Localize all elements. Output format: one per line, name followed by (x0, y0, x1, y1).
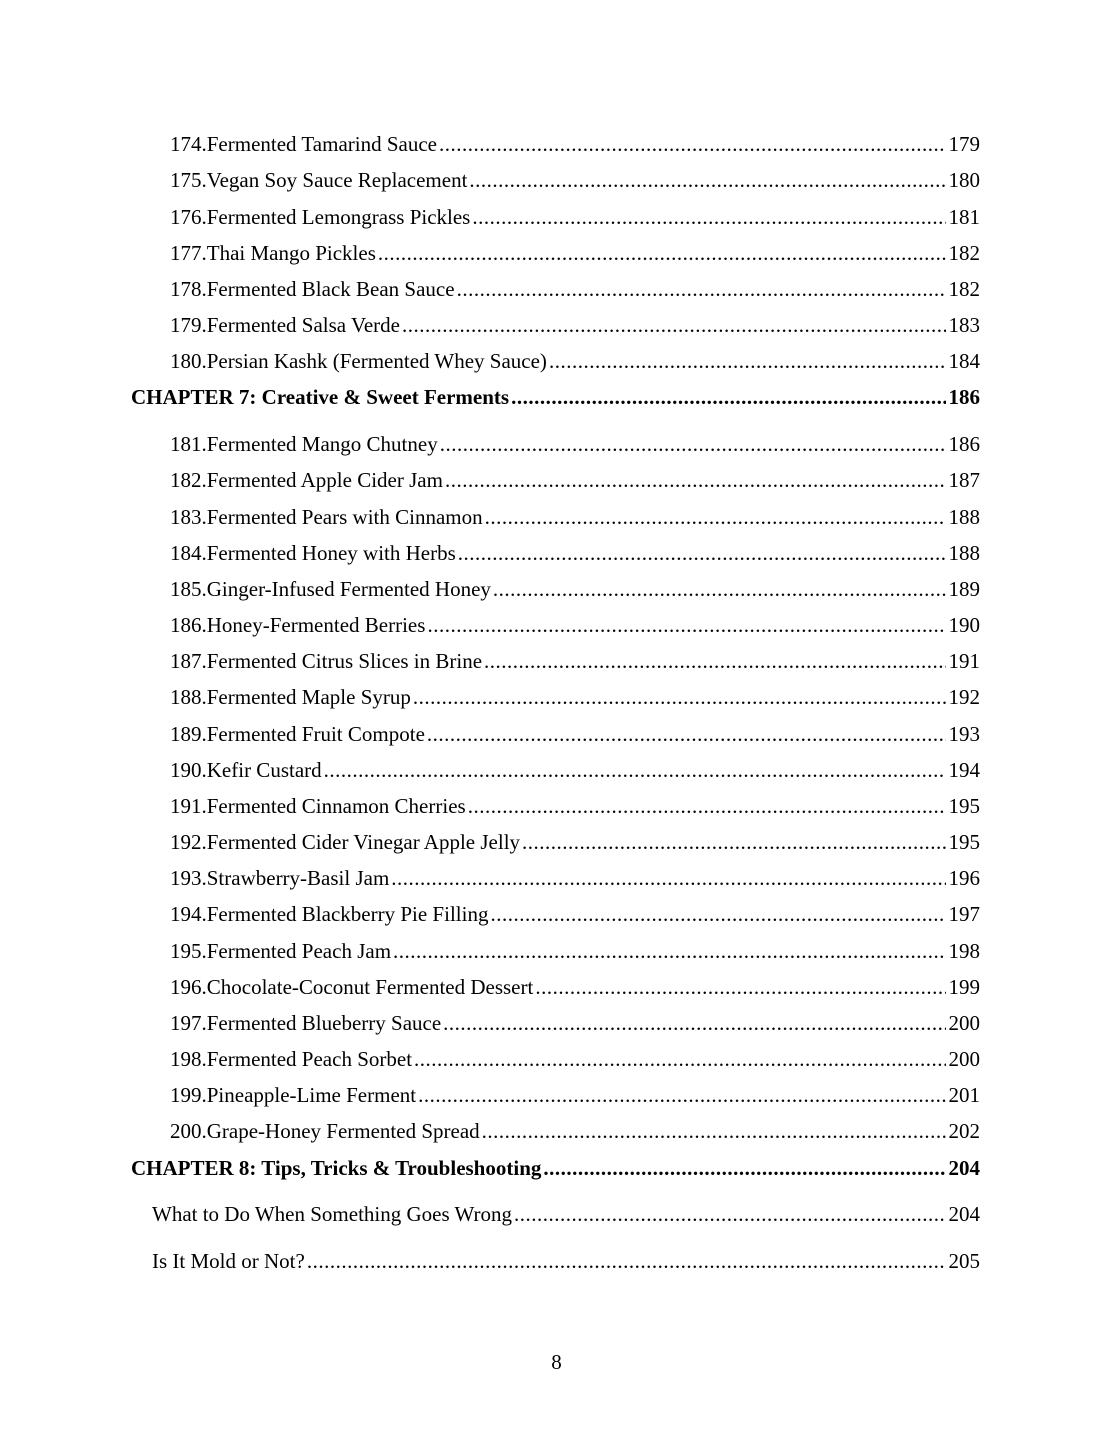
entry-page-number: 188 (948, 505, 980, 529)
entry-page-number: 183 (948, 313, 980, 337)
dot-leader (482, 1118, 946, 1144)
entry-number: 189. (170, 722, 207, 746)
entry-page-number: 189 (948, 577, 980, 601)
entry-title: Grape-Honey Fermented Spread (206, 1119, 480, 1143)
entry-page-number: 193 (948, 722, 980, 746)
toc-recipe-entry[interactable] (0, 648, 980, 674)
dot-leader (378, 240, 946, 266)
toc-section-entry[interactable] (0, 1248, 980, 1274)
entry-title: Pineapple-Lime Ferment (206, 1083, 417, 1107)
dot-leader (493, 576, 946, 602)
entry-page-number: 179 (948, 132, 980, 156)
toc-recipe-entry[interactable] (0, 131, 980, 157)
entry-title: CHAPTER 7: Creative & Sweet Ferments (131, 385, 510, 409)
toc-recipe-entry[interactable] (0, 431, 980, 457)
entry-title: Fermented Peach Jam (206, 939, 392, 963)
entry-number: 196. (170, 975, 207, 999)
entry-title: Is It Mold or Not? (152, 1249, 305, 1273)
entry-number: 184. (170, 541, 207, 565)
toc-recipe-entry[interactable] (0, 204, 980, 230)
entry-title: Fermented Citrus Slices in Brine (206, 649, 483, 673)
entry-number: 187. (170, 649, 207, 673)
toc-recipe-entry[interactable] (0, 974, 980, 1000)
entry-title: Fermented Blueberry Sauce (206, 1011, 442, 1035)
page-number: 8 (551, 1350, 562, 1374)
entry-number: 174. (170, 132, 207, 156)
toc-recipe-entry[interactable] (0, 312, 980, 338)
entry-number: 191. (170, 794, 207, 818)
entry-page-number: 191 (948, 649, 980, 673)
dot-leader (468, 793, 946, 819)
dot-leader (443, 1010, 945, 1036)
dot-leader (427, 612, 945, 638)
entry-page-number: 192 (948, 685, 980, 709)
dot-leader (472, 204, 945, 230)
toc-recipe-entry[interactable] (0, 721, 980, 747)
entry-title: Persian Kashk (Fermented Whey Sauce) (206, 349, 547, 373)
toc-recipe-entry[interactable] (0, 467, 980, 493)
entry-title: Strawberry-Basil Jam (206, 866, 390, 890)
entry-number: 194. (170, 902, 207, 926)
entry-title: Fermented Fruit Compote (206, 722, 425, 746)
entry-number: 199. (170, 1083, 207, 1107)
entry-title: Fermented Maple Syrup (206, 685, 411, 709)
entry-number: 200. (170, 1119, 207, 1143)
entry-page-number: 204 (948, 1202, 980, 1226)
entry-title: Thai Mango Pickles (206, 241, 376, 265)
entry-page-number: 205 (948, 1249, 980, 1273)
entry-page-number: 194 (948, 758, 980, 782)
entry-page-number: 199 (948, 975, 980, 999)
entry-page-number: 202 (948, 1119, 980, 1143)
entry-page-number: 188 (948, 541, 980, 565)
entry-title: CHAPTER 8: Tips, Tricks & Troubleshooting (131, 1156, 542, 1180)
entry-title: Kefir Custard (206, 758, 322, 782)
toc-recipe-entry[interactable] (0, 576, 980, 602)
dot-leader (522, 829, 945, 855)
dot-leader (484, 648, 945, 674)
dot-leader (543, 1155, 945, 1181)
dot-leader (307, 1248, 946, 1274)
dot-leader (535, 974, 945, 1000)
toc-recipe-entry[interactable] (0, 865, 980, 891)
entry-number: 179. (170, 313, 207, 337)
dot-leader (413, 684, 946, 710)
entry-page-number: 201 (948, 1083, 980, 1107)
entry-title: Fermented Cinnamon Cherries (206, 794, 466, 818)
entry-title: Fermented Salsa Verde (206, 313, 400, 337)
toc-recipe-entry[interactable] (0, 612, 980, 638)
entry-number: 188. (170, 685, 207, 709)
entry-page-number: 200 (948, 1047, 980, 1071)
dot-leader (457, 276, 946, 302)
entry-title: Fermented Cider Vinegar Apple Jelly (206, 830, 521, 854)
toc-recipe-entry[interactable] (0, 757, 980, 783)
dot-leader (427, 721, 946, 747)
dot-leader (439, 131, 946, 157)
toc-chapter-entry[interactable] (0, 384, 980, 410)
entry-title: Fermented Peach Sorbet (206, 1047, 413, 1071)
toc-chapter-entry[interactable] (0, 1155, 980, 1181)
dot-leader (514, 1201, 946, 1227)
entry-page-number: 190 (948, 613, 980, 637)
entry-page-number: 180 (948, 168, 980, 192)
entry-number: 176. (170, 205, 207, 229)
entry-page-number: 182 (948, 277, 980, 301)
entry-page-number: 187 (948, 468, 980, 492)
dot-leader (391, 865, 945, 891)
entry-title: Fermented Black Bean Sauce (206, 277, 455, 301)
toc-recipe-entry[interactable] (0, 348, 980, 374)
toc-recipe-entry[interactable] (0, 1010, 980, 1036)
dot-leader (324, 757, 946, 783)
entry-page-number: 195 (948, 794, 980, 818)
entry-title: Fermented Honey with Herbs (206, 541, 456, 565)
entry-number: 192. (170, 830, 207, 854)
entry-number: 180. (170, 349, 207, 373)
entry-number: 181. (170, 432, 207, 456)
entry-title: Honey-Fermented Berries (206, 613, 426, 637)
entry-title: Ginger-Infused Fermented Honey (206, 577, 491, 601)
entry-number: 198. (170, 1047, 207, 1071)
entry-page-number: 186 (948, 432, 980, 456)
entry-title: What to Do When Something Goes Wrong (152, 1202, 512, 1226)
toc-section-entry[interactable] (0, 1201, 980, 1227)
entry-number: 183. (170, 505, 207, 529)
toc-recipe-entry[interactable] (0, 1082, 980, 1108)
toc-recipe-entry[interactable] (0, 829, 980, 855)
entry-page-number: 186 (948, 385, 980, 409)
entry-page-number: 197 (948, 902, 980, 926)
entry-title: Fermented Pears with Cinnamon (206, 505, 483, 529)
dot-leader (549, 348, 946, 374)
entry-number: 190. (170, 758, 207, 782)
entry-title: Vegan Soy Sauce Replacement (206, 168, 468, 192)
toc-recipe-entry[interactable] (0, 276, 980, 302)
dot-leader (414, 1046, 945, 1072)
toc-recipe-entry[interactable] (0, 684, 980, 710)
entry-number: 177. (170, 241, 207, 265)
entry-page-number: 204 (948, 1156, 980, 1180)
entry-number: 186. (170, 613, 207, 637)
dot-leader (469, 167, 945, 193)
dot-leader (402, 312, 946, 338)
dot-leader (445, 467, 946, 493)
entry-number: 193. (170, 866, 207, 890)
entry-page-number: 195 (948, 830, 980, 854)
dot-leader (458, 540, 946, 566)
entry-title: Fermented Blackberry Pie Filling (206, 902, 489, 926)
dot-leader (393, 938, 945, 964)
toc-recipe-entry[interactable] (0, 901, 980, 927)
entry-title: Fermented Mango Chutney (206, 432, 438, 456)
dot-leader (511, 384, 945, 410)
entry-number: 195. (170, 939, 207, 963)
toc-recipe-entry[interactable] (0, 793, 980, 819)
entry-title: Fermented Tamarind Sauce (206, 132, 437, 156)
dot-leader (418, 1082, 945, 1108)
entry-page-number: 198 (948, 939, 980, 963)
toc-recipe-entry[interactable] (0, 167, 980, 193)
toc-recipe-entry[interactable] (0, 1046, 980, 1072)
entry-number: 178. (170, 277, 207, 301)
entry-number: 197. (170, 1011, 207, 1035)
entry-page-number: 200 (948, 1011, 980, 1035)
entry-page-number: 181 (948, 205, 980, 229)
toc-recipe-entry[interactable] (0, 240, 980, 266)
entry-title: Fermented Apple Cider Jam (206, 468, 443, 492)
toc-recipe-entry[interactable] (0, 938, 980, 964)
entry-title: Chocolate-Coconut Fermented Dessert (206, 975, 534, 999)
dot-leader (485, 504, 946, 530)
toc-recipe-entry[interactable] (0, 504, 980, 530)
dot-leader (440, 431, 946, 457)
toc-recipe-entry[interactable] (0, 540, 980, 566)
entry-page-number: 182 (948, 241, 980, 265)
entry-number: 182. (170, 468, 207, 492)
entry-page-number: 196 (948, 866, 980, 890)
entry-title: Fermented Lemongrass Pickles (206, 205, 471, 229)
entry-number: 185. (170, 577, 207, 601)
entry-page-number: 184 (948, 349, 980, 373)
entry-number: 175. (170, 168, 207, 192)
dot-leader (490, 901, 945, 927)
toc-recipe-entry[interactable] (0, 1118, 980, 1144)
